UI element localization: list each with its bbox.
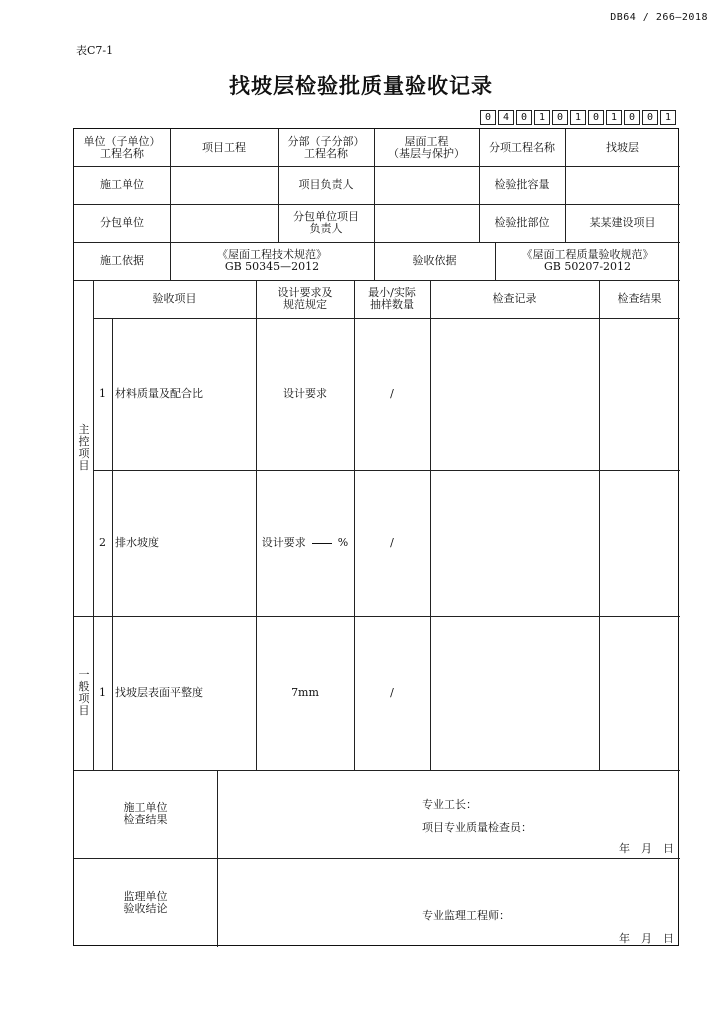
inspection-record-cell[interactable]: [430, 616, 599, 770]
form-code-boxes: [480, 110, 678, 125]
item-name: 找坡层表面平整度: [115, 686, 203, 699]
row-number: 1: [99, 686, 106, 699]
column-sample: 最小/实际 抽样数量: [368, 286, 416, 311]
item-name: 排水坡度: [115, 536, 159, 549]
row-number: 1: [99, 387, 106, 400]
sub-manager-value[interactable]: [374, 204, 479, 242]
subcontractor-value[interactable]: [170, 204, 278, 242]
subcontractor-label: 分包单位: [100, 216, 144, 229]
design-requirement: 7mm: [291, 686, 319, 699]
sub-manager-label: 分包单位项目 负责人: [293, 210, 359, 235]
code-digit-box: 1: [606, 110, 622, 125]
supervisor-date: 年 月 日: [619, 932, 674, 945]
code-digit-box: 0: [480, 110, 496, 125]
slope-value-blank[interactable]: [312, 543, 332, 544]
project-manager-label: 项目负责人: [298, 178, 354, 191]
unit-project-label: 单位（子单位） 工程名称: [83, 134, 161, 160]
general-label: 一般项目: [78, 668, 90, 717]
design-requirement: [256, 470, 354, 616]
supervision-engineer-signature-label: 专业监理工程师：: [422, 909, 510, 922]
design-requirement-prefix: 设计要求: [261, 536, 306, 549]
basis-value: 《屋面工程技术规范》 GB 50345—2012: [217, 248, 327, 273]
code-digit-box: 4: [498, 110, 514, 125]
page-title: 找坡层检验批质量验收记录: [229, 74, 493, 98]
supervisor-check-label: 监理单位 验收结论: [123, 889, 168, 915]
inspection-result-cell[interactable]: [599, 318, 680, 470]
inspection-record-cell[interactable]: [430, 470, 599, 616]
code-digit-box: 0: [588, 110, 604, 125]
batch-capacity-label: 检验批容量: [494, 178, 550, 191]
column-result: 检查结果: [617, 292, 662, 305]
contractor-label: 施工单位: [100, 178, 144, 191]
standard-number: DB64 / 266—2018: [610, 12, 708, 23]
sample-quantity: /: [390, 536, 394, 549]
code-digit-box: 1: [660, 110, 676, 125]
inspection-result-cell[interactable]: [599, 616, 680, 770]
code-digit-box: 1: [534, 110, 550, 125]
unit-project-value: 项目工程: [202, 140, 246, 154]
code-digit-box: 0: [642, 110, 658, 125]
basis-label: 施工依据: [100, 254, 144, 267]
item-name: 材料质量及配合比: [115, 387, 203, 400]
batch-location-value: 某某建设项目: [589, 216, 656, 229]
sample-quantity: /: [390, 387, 394, 400]
column-item: 验收项目: [152, 292, 197, 305]
quality-inspector-signature-label: 项目专业质量检查员：: [422, 821, 532, 834]
item-project-value: 找坡层: [606, 140, 639, 154]
design-requirement: 设计要求: [283, 387, 327, 400]
code-digit-box: 0: [624, 110, 640, 125]
batch-location-label: 检验批部位: [494, 216, 550, 229]
inspection-result-cell[interactable]: [599, 470, 680, 616]
inspection-record-cell[interactable]: [430, 318, 599, 470]
design-requirement-unit: %: [337, 536, 349, 549]
item-project-label: 分项工程名称: [489, 140, 555, 154]
contractor-value[interactable]: [170, 166, 278, 204]
project-manager-value[interactable]: [374, 166, 479, 204]
batch-capacity-value[interactable]: [565, 166, 680, 204]
contractor-check-label: 施工单位 检查结果: [123, 801, 168, 826]
sub-project-label: 分部（子分部） 工程名称: [287, 134, 365, 160]
contractor-date: 年 月 日: [619, 842, 674, 855]
column-record: 检查记录: [492, 292, 537, 305]
main-control-label: 主控项目: [78, 423, 90, 472]
acceptance-basis-label: 验收依据: [412, 254, 457, 267]
form-number: 表C7-1: [76, 44, 114, 57]
code-digit-box: 1: [570, 110, 586, 125]
code-digit-box: 0: [552, 110, 568, 125]
foreman-signature-label: 专业工长：: [422, 798, 477, 811]
column-design: 设计要求及 规范规定: [277, 286, 333, 311]
inspection-record-table: [73, 128, 679, 946]
sample-quantity: /: [390, 686, 394, 699]
row-number: 2: [99, 536, 106, 549]
acceptance-basis-value: 《屋面工程质量验收规范》 GB 50207-2012: [521, 248, 654, 273]
sub-project-value: 屋面工程 （基层与保护）: [388, 134, 465, 160]
code-digit-box: 0: [516, 110, 532, 125]
